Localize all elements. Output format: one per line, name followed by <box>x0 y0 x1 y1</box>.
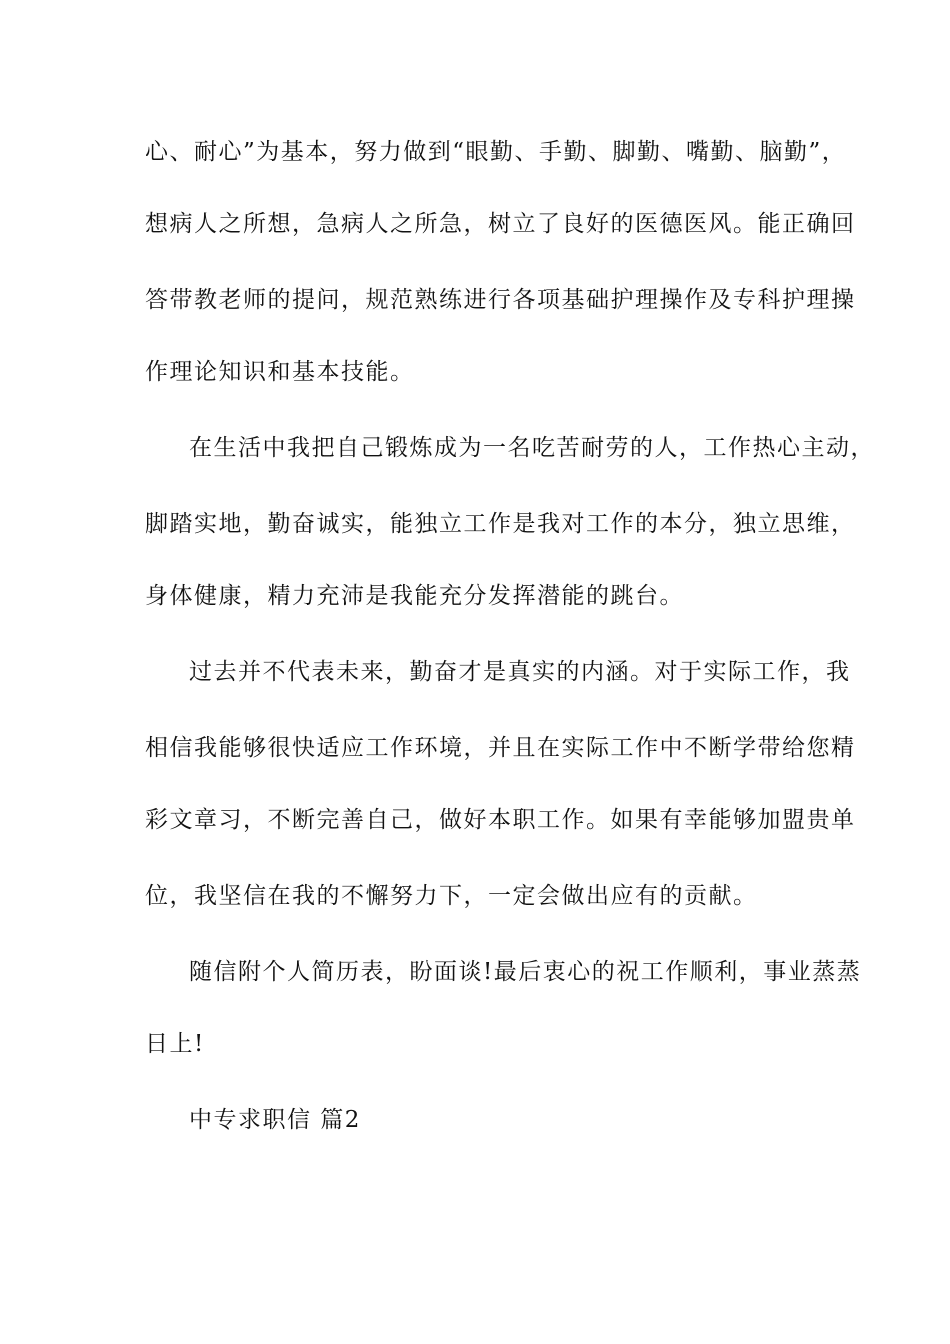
text-line: 身体健康，精力充沛是我能充分发挥潜能的跳台。 <box>145 583 684 609</box>
text-line: 相信我能够很快适应工作环境，并且在实际工作中不断学带给您精 <box>145 735 856 761</box>
paragraph-start-line: 过去并不代表未来，勤奋才是真实的内涵。对于实际工作，我 <box>189 659 851 685</box>
text-line: 作理论知识和基本技能。 <box>145 359 415 385</box>
text-line: 日上! <box>145 1031 205 1057</box>
text-line: 心、耐心”为基本，努力做到“眼勤、手勤、脚勤、嘴勤、脑勤”， <box>145 139 847 165</box>
paragraph-start-line: 在生活中我把自己锻炼成为一名吃苦耐劳的人，工作热心主动， <box>189 435 875 461</box>
paragraph-start-line: 随信附个人简历表，盼面谈!最后衷心的祝工作顺利，事业蒸蒸 <box>189 959 862 985</box>
text-line: 脚踏实地，勤奋诚实，能独立工作是我对工作的本分，独立思维， <box>145 511 856 537</box>
text-line: 彩文章习，不断完善自己，做好本职工作。如果有幸能够加盟贵单 <box>145 807 856 833</box>
text-line: 位，我坚信在我的不懈努力下，一定会做出应有的贡献。 <box>145 883 758 909</box>
text-line: 想病人之所想，急病人之所急，树立了良好的医德医风。能正确回 <box>145 211 856 237</box>
section-heading: 中专求职信 篇2 <box>189 1107 361 1133</box>
text-line: 答带教老师的提问，规范熟练进行各项基础护理操作及专科护理操 <box>145 287 856 313</box>
